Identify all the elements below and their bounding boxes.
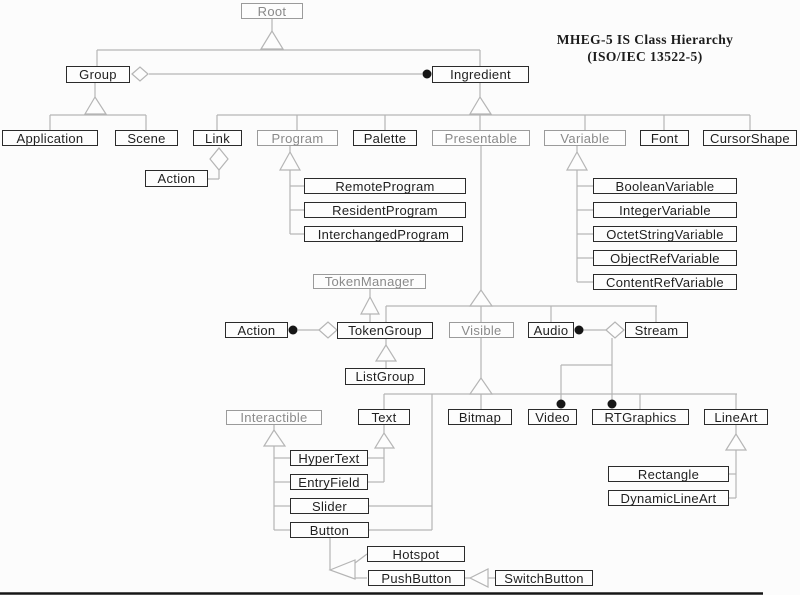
class-box-interactible: Interactible [226,410,322,425]
class-box-button: Button [290,522,369,538]
reference-dot-icon [289,326,298,335]
class-box-residentprogram: ResidentProgram [304,202,466,218]
inheritance-triangle-icon [376,345,396,361]
class-box-objectrefvariable: ObjectRefVariable [593,250,737,266]
aggregation-diamond-icon [606,322,624,338]
class-box-group: Group [66,66,130,83]
diagram-title [545,31,745,65]
class-box-cursorshape: CursorShape [703,130,797,146]
class-box-ingredient: Ingredient [432,66,529,83]
class-box-bitmap: Bitmap [448,409,512,425]
inheritance-triangle-icon [470,569,488,587]
inheritance-triangle-icon [375,433,394,448]
inheritance-triangle-icon [567,152,587,170]
inheritance-triangle-icon [264,430,285,446]
class-box-hypertext: HyperText [290,450,368,466]
edge-line [355,554,367,563]
inheritance-triangle-icon [470,290,492,306]
class-box-visible: Visible [449,322,514,338]
class-box-stream: Stream [625,322,688,338]
class-box-program: Program [257,130,338,146]
class-box-audio: Audio [528,322,574,338]
class-box-integervariable: IntegerVariable [593,202,737,218]
class-box-interchangedprogram: InterchangedProgram [304,226,463,242]
class-box-octetstringvariable: OctetStringVariable [593,226,737,242]
class-box-video: Video [528,409,577,425]
reference-dot-icon [575,326,584,335]
class-box-application: Application [2,130,98,146]
class-box-text: Text [358,409,410,425]
class-box-tokenmanager: TokenManager [313,274,426,289]
reference-dot-icon [557,400,566,409]
class-box-tokengroup: TokenGroup [337,322,433,339]
class-box-booleanvariable: BooleanVariable [593,178,737,194]
inheritance-triangle-icon [470,378,492,394]
inheritance-triangle-icon [85,97,106,114]
class-box-entryfield: EntryField [290,474,368,490]
aggregation-diamond-icon [132,67,148,81]
diagram-title-line2: (ISO/IEC 13522-5) [587,49,703,64]
class-box-dynamiclineart: DynamicLineArt [608,490,729,506]
reference-dot-icon [608,400,617,409]
aggregation-diamond-icon [319,322,337,338]
class-box-listgroup: ListGroup [345,368,425,385]
inheritance-triangle-icon [361,297,379,314]
class-box-pushbutton: PushButton [368,570,465,586]
inheritance-triangle-icon [280,152,300,170]
class-box-lineart: LineArt [704,409,768,425]
class-box-switchbutton: SwitchButton [495,570,593,586]
class-box-slider: Slider [290,498,369,514]
class-box-hotspot: Hotspot [367,546,465,562]
inheritance-triangle-icon [470,97,491,114]
class-box-palette: Palette [353,130,417,146]
reference-dot-icon [423,70,432,79]
inheritance-triangle-icon [726,434,746,450]
inheritance-triangle-icon [330,560,355,579]
class-box-remoteprogram: RemoteProgram [304,178,466,194]
class-box-font: Font [640,130,689,146]
class-box-variable: Variable [544,130,626,146]
diagram-title-line1: MHEG-5 IS Class Hierarchy [556,32,734,47]
class-box-rectangle: Rectangle [608,466,729,482]
class-box-action2: Action [225,322,288,338]
class-box-link: Link [193,130,242,146]
class-box-action1: Action [145,170,208,187]
class-box-contentrefvariable: ContentRefVariable [593,274,737,290]
inheritance-triangle-icon [261,31,283,49]
class-box-scene: Scene [115,130,178,146]
class-box-presentable: Presentable [432,130,530,146]
class-box-rtgraphics: RTGraphics [592,409,689,425]
class-box-root: Root [241,3,303,19]
aggregation-diamond-icon [210,148,228,170]
